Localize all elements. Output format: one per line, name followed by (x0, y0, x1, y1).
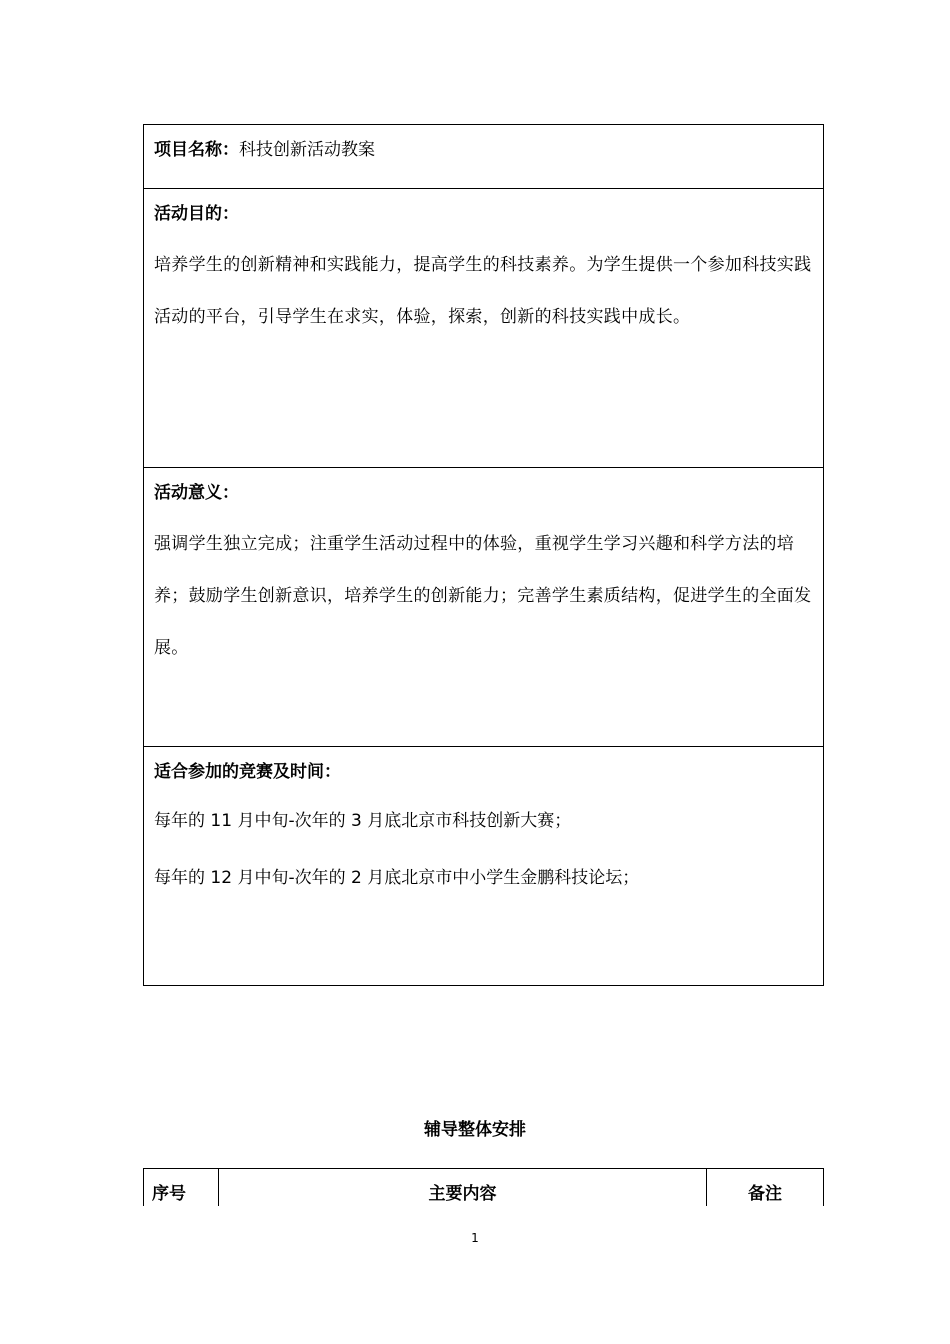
contest-row (144, 747, 824, 986)
activity-purpose-label: 活动目的： (154, 204, 239, 224)
contest-label: 适合参加的竞赛及时间： (154, 762, 341, 782)
plan-table-header-row (144, 1169, 824, 1207)
plan-table (143, 1168, 824, 1206)
activity-purpose-cell (144, 189, 824, 468)
plan-header-index: 序号 (144, 1169, 219, 1207)
project-name-label: 项目名称： (154, 140, 239, 160)
activity-meaning-text: 强调学生独立完成；注重学生活动过程中的体验，重视学生学习兴趣和科学方法的培养；鼓励学生创新意识，培养学生的创新能力；完善学生素质结构，促进学生的全面发展。 (154, 534, 812, 658)
activity-meaning-row (144, 468, 824, 747)
plan-title: 辅导整体安排 (424, 1120, 526, 1140)
contest-item-1: 每年的 11 月中旬-次年的 3 月底北京市科技创新大赛； (154, 811, 572, 831)
activity-meaning-cell (144, 468, 824, 747)
activity-meaning-label: 活动意义： (154, 483, 239, 503)
activity-purpose-text: 培养学生的创新精神和实践能力，提高学生的科技素养。为学生提供一个参加科技实践活动的平台，引导学生在求实，体验，探索，创新的科技实践中成长。 (154, 255, 812, 327)
plan-header-notes: 备注 (707, 1169, 824, 1207)
project-name-cell (144, 125, 824, 189)
project-name-row (144, 125, 824, 189)
plan-header-content: 主要内容 (219, 1169, 707, 1207)
activity-purpose-row (144, 189, 824, 468)
page-number: 1 (471, 1231, 479, 1245)
activity-info-table (143, 124, 824, 986)
contest-item-2: 每年的 12 月中旬-次年的 2 月底北京市中小学生金鹏科技论坛； (154, 868, 640, 888)
contest-cell (144, 747, 824, 986)
project-name-value: 科技创新活动教案 (239, 140, 375, 160)
